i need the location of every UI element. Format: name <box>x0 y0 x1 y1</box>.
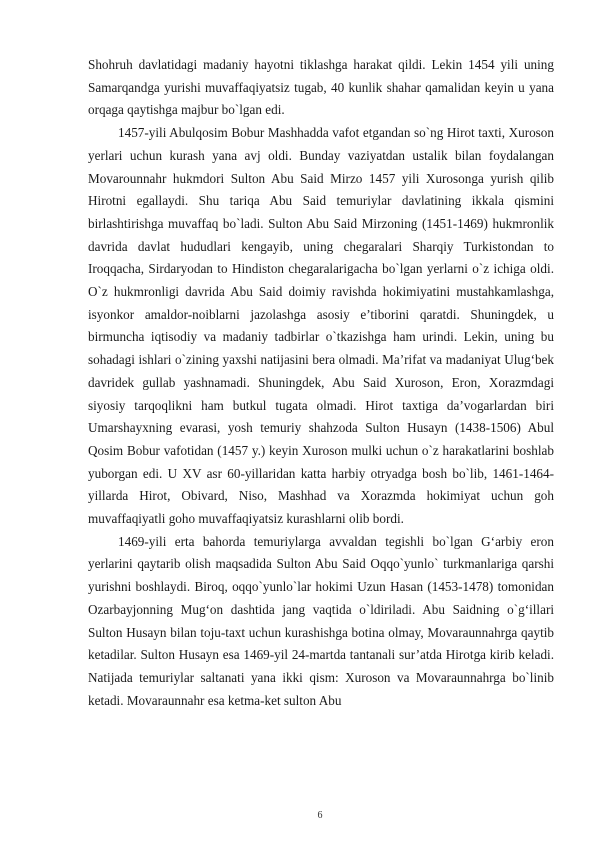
document-page <box>88 54 554 712</box>
paragraph-2: 1457-yili Abulqosim Bobur Mashhadda vafot etgandan so`ng Hirot taxti, Xuroson yerlari uchun kurash yana avj oldi. Bunday vaziyatdan ustalik bilan foydalangan Movarounnahr hukmdori Sulton Abu Said Mirzo 1457 yili Xurosonga yurish qilib Hirotni egallaydi. Shu tariqa Abu Said temuriylar davlatining ikkala qismini birlashtirishga muvaffaq bo`ladi. Sulton Abu Said Mirzoning (1451-1469) hukmronlik davrida davlat hududlari kengayib, uning chegaralari Sharqiy Turkistondan to Iroqqacha, Sirdaryodan to Hindiston chegaralarigacha bo`lgan yerlarni o`z ichiga oldi. O`z hukmronligi davrida Abu Said doimiy ravishda hokimiyatini mustahkamlashga, isyonkor amaldor-noiblarni jazolashga asosiy e’tiborini qaratdi. Shuningdek, u birmuncha iqtisodiy va madaniy tadbirlar o`tkazishga ham urindi. Lekin, uning bu sohadagi ishlari o`zining yaxshi natijasini bera olmadi. Ma’rifat va madaniyat Ulug‘bek davridek gullab yashnamadi. Shuningdek, Abu Said Xuroson, Eron, Xorazmdagi siyosiy tarqoqlikni ham butkul tugata olmadi. Hirot taxtiga da’vogarlardan biri Umarshayxning evarasi, yosh temuriy shahzoda Sulton Husayn (1438-1506) Abul Qosim Bobur vafotidan (1457 y.) keyin Xuroson mulki uchun o`z harakatlarini boshlab yuborgan edi. U XV asr 60-yillaridan katta harbiy otryadga bosh bo`lib, 1461-1464-yillarda Hirot, Obivard, Niso, Mashhad va Xorazmda hokimiyat uchun goh muvaffaqiyatli goho muvaffaqiyatsiz kurashlarni olib bordi. <box>88 125 554 527</box>
page-number: 6 <box>317 810 323 821</box>
paragraph-3: 1469-yili erta bahorda temuriylarga avvaldan tegishli bo`lgan G‘arbiy eron yerlarini qaytarib olish maqsadida Sulton Abu Said Oqqo`yunlo` turkmanlariga qarshi yurishni boshlaydi. Biroq, oqqo`yunlo`lar hokimi Uzun Hasan (1453-1478) tomonidan Ozarbayjonning Mug‘on dashtida jang vaqtida o`ldiriladi. Abu Saidning o`g‘illari Sulton Husayn bilan toju-taxt uchun kurashishga botina olmay, Movaraunnahrga qaytib ketadilar. Sulton Husayn esa 1469-yil 24-martda tantanali sur’atda Hirotga kirib keladi. Natijada temuriylar saltanati yana ikki qism: Xuroson va Movaraunnahrga bo`linib ketadi. Movaraunnahr esa ketma-ket sulton Abu <box>88 533 554 708</box>
paragraph-1: Shohruh davlatidagi madaniy hayotni tiklashga harakat qildi. Lekin 1454 yili uning Samarqandga yurishi muvaffaqiyatsiz tugab, 40 kunlik shahar qamalidan keyin u yana orqaga qaytishga majbur bo`lgan edi. <box>88 57 554 118</box>
